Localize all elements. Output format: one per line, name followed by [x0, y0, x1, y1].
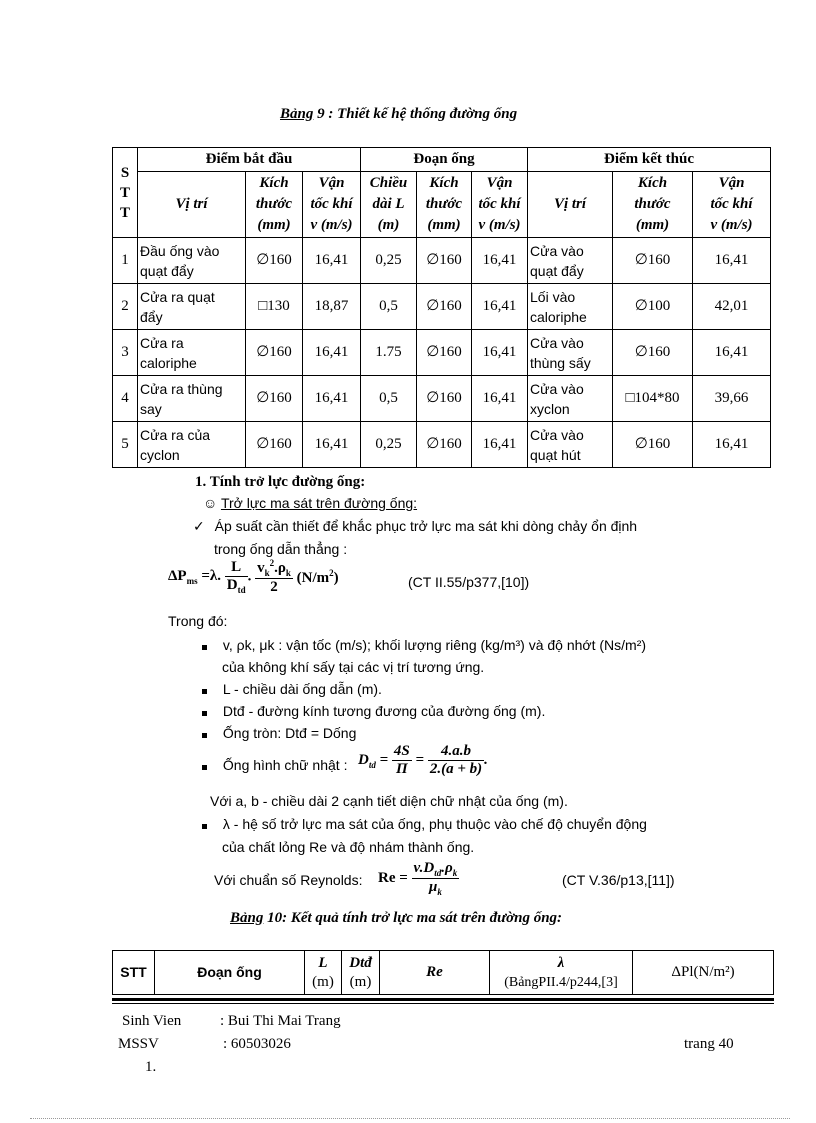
footer-rule-thick — [112, 998, 774, 1001]
square-bullet-icon — [202, 645, 207, 650]
bullet-6: λ - hệ số trở lực ma sát của ống, phụ thuộc vào chế độ chuyển động — [202, 816, 647, 832]
t10-header-stt: STT — [113, 951, 155, 995]
table-row — [113, 238, 771, 284]
reynolds-reference: (CT V.36/p13,[11]) — [562, 872, 675, 888]
cell-end-position: Cửa vào thùng sấy — [528, 330, 613, 376]
bullet-2: L - chiều dài ống dẫn (m). — [202, 681, 382, 697]
cell-start-size: ∅160 — [246, 376, 303, 422]
square-bullet-icon — [202, 733, 207, 738]
cell-start-velocity: 16,41 — [303, 422, 361, 468]
table9-title-prefix: Bảng — [280, 106, 314, 122]
cell-start-size: ∅160 — [246, 422, 303, 468]
group-start: Điểm bắt đầu — [138, 148, 361, 172]
header-length: Chiều dài L (m) — [361, 172, 417, 238]
paragraph-2: trong ống dẫn thẳng : — [214, 541, 348, 557]
header-start-size: Kích thước (mm) — [246, 172, 303, 238]
bullet-5: Ống hình chữ nhật : — [202, 757, 347, 773]
page-edge-divider — [30, 1118, 790, 1119]
trong-do-label: Trong đó: — [168, 613, 228, 629]
cell-stt: 3 — [113, 330, 138, 376]
square-bullet-icon — [202, 711, 207, 716]
cell-end-position: Cửa vào xyclon — [528, 376, 613, 422]
cell-start-velocity: 16,41 — [303, 376, 361, 422]
formula-equivalent-diameter: $D_{td}$ = $\frac{4S}{\Pi}$ = $\frac{4.a.b}{2.(a + b)}$ . — [358, 743, 488, 777]
cell-end-position: Cửa vào quạt đẩy — [528, 238, 613, 284]
table-row — [113, 284, 771, 330]
t10-header-dpl: ΔPl(N/m²) — [633, 951, 774, 995]
checkmark-icon: ✓ — [193, 518, 205, 534]
cell-start-position: Đầu ống vào quạt đẩy — [138, 238, 246, 284]
footer-list-marker: 1. — [145, 1059, 157, 1075]
group-segment: Đoạn ống — [361, 148, 528, 172]
footer-mssv-label: MSSV — [118, 1036, 159, 1052]
cell-length: 0,25 — [361, 422, 417, 468]
bullet-1: v, ρk, μk : vận tốc (m/s); khối lượng riêng (kg/m³) và độ nhớt (Ns/m²) — [202, 637, 646, 653]
bullet-6-cont: của chất lỏng Re và độ nhám thành ống. — [222, 839, 475, 855]
square-bullet-icon — [202, 689, 207, 694]
header-start-position: Vị trí — [138, 172, 246, 238]
header-end-size: Kích thước (mm) — [613, 172, 693, 238]
cell-length: 1.75 — [361, 330, 417, 376]
header-start-velocity: Vận tốc khí v (m/s) — [303, 172, 361, 238]
cell-length: 0,5 — [361, 284, 417, 330]
formula-reynolds: Re = $\frac{v.D_{td}.\rho_k}{\mu_k}$ — [378, 860, 458, 897]
reynolds-label: Với chuẩn số Reynolds: — [214, 872, 363, 888]
cell-segment-velocity: 16,41 — [472, 284, 528, 330]
group-end: Điểm kết thúc — [528, 148, 771, 172]
bullet-4: Ống tròn: Dtđ = Dống — [202, 725, 356, 741]
cell-start-position: Cửa ra thùng say — [138, 376, 246, 422]
cell-end-size: ∅160 — [613, 422, 693, 468]
cell-segment-velocity: 16,41 — [472, 238, 528, 284]
cell-end-size: ∅160 — [613, 238, 693, 284]
table9-title — [280, 106, 517, 123]
table-row — [113, 376, 771, 422]
cell-start-velocity: 18,87 — [303, 284, 361, 330]
table10-title: Bảng 10: Kết quả tính trở lực ma sát trên đường ống: — [230, 910, 563, 926]
cell-start-size: ∅160 — [246, 238, 303, 284]
sub-heading: ☺ Trở lực ma sát trên đường ống: — [203, 495, 418, 511]
table10 — [112, 950, 774, 995]
cell-length: 0,5 — [361, 376, 417, 422]
t10-header-segment: Đoạn ống — [155, 951, 305, 995]
cell-stt: 2 — [113, 284, 138, 330]
t10-header-dtd: Dtđ (m) — [342, 951, 380, 995]
cell-end-size: ∅160 — [613, 330, 693, 376]
voi-ab-line: Với a, b - chiều dài 2 cạnh tiết diện chữ nhật của ống (m). — [210, 793, 568, 809]
cell-start-position: Cửa ra quạt đẩy — [138, 284, 246, 330]
cell-end-position: Cửa vào quạt hút — [528, 422, 613, 468]
cell-end-size: ∅100 — [613, 284, 693, 330]
cell-end-velocity: 39,66 — [693, 376, 771, 422]
cell-start-size: □130 — [246, 284, 303, 330]
cell-end-size: □104*80 — [613, 376, 693, 422]
cell-start-size: ∅160 — [246, 330, 303, 376]
paragraph-1: ✓ Áp suất cần thiết để khắc phục trở lực ma sát khi dòng chảy ổn định — [193, 518, 638, 534]
table-row — [113, 422, 771, 468]
cell-stt: 1 — [113, 238, 138, 284]
bullet-1-cont: của không khí sấy tại các vị trí tương ứng. — [222, 659, 485, 675]
t10-header-length: L (m) — [305, 951, 342, 995]
header-segment-size: Kích thước (mm) — [417, 172, 472, 238]
footer-page-number: trang 40 — [684, 1036, 734, 1052]
formula-friction-pressure: $\Delta P_{ms} =\lambda$. $\frac{L}{D_{td}}$ . $\frac{v_k^2.\rho_k}{2}$ $(N/m^2)$ — [168, 558, 339, 595]
smiley-icon: ☺ — [203, 495, 218, 511]
cell-segment-size: ∅160 — [417, 284, 472, 330]
cell-segment-size: ∅160 — [417, 238, 472, 284]
section-heading: 1. Tính trở lực đường ống: — [195, 474, 366, 490]
table-row — [113, 330, 771, 376]
cell-start-velocity: 16,41 — [303, 330, 361, 376]
t10-header-lambda: λ (BảngPII.4/p244,[3] — [490, 951, 633, 995]
cell-length: 0,25 — [361, 238, 417, 284]
stt-header: S T T — [113, 148, 138, 238]
cell-end-velocity: 16,41 — [693, 422, 771, 468]
cell-end-velocity: 16,41 — [693, 330, 771, 376]
table9 — [112, 147, 771, 468]
t10-header-re: Re — [380, 951, 490, 995]
cell-stt: 4 — [113, 376, 138, 422]
header-segment-velocity: Vận tốc khí v (m/s) — [472, 172, 528, 238]
square-bullet-icon — [202, 765, 207, 770]
cell-start-position: Cửa ra caloriphe — [138, 330, 246, 376]
cell-segment-size: ∅160 — [417, 330, 472, 376]
header-end-position: Vị trí — [528, 172, 613, 238]
table9-title-rest: 9 : Thiết kế hệ thống đường ống — [313, 106, 518, 122]
cell-end-position: Lối vào caloriphe — [528, 284, 613, 330]
bullet-3: Dtđ - đường kính tương đương của đường ống (m). — [202, 703, 545, 719]
cell-end-velocity: 16,41 — [693, 238, 771, 284]
footer-mssv-value: : 60503026 — [223, 1036, 291, 1052]
cell-segment-size: ∅160 — [417, 422, 472, 468]
header-end-velocity: Vận tốc khí v (m/s) — [693, 172, 771, 238]
footer-name-label: Sinh Vien — [122, 1013, 182, 1029]
cell-end-velocity: 42,01 — [693, 284, 771, 330]
cell-segment-size: ∅160 — [417, 376, 472, 422]
square-bullet-icon — [202, 824, 207, 829]
footer-name-value: : Bui Thi Mai Trang — [220, 1013, 341, 1029]
cell-start-position: Cửa ra của cyclon — [138, 422, 246, 468]
cell-stt: 5 — [113, 422, 138, 468]
cell-segment-velocity: 16,41 — [472, 376, 528, 422]
footer-rule-thin — [112, 1003, 774, 1004]
cell-start-velocity: 16,41 — [303, 238, 361, 284]
cell-segment-velocity: 16,41 — [472, 330, 528, 376]
formula1-reference: (CT II.55/p377,[10]) — [408, 574, 530, 590]
cell-segment-velocity: 16,41 — [472, 422, 528, 468]
